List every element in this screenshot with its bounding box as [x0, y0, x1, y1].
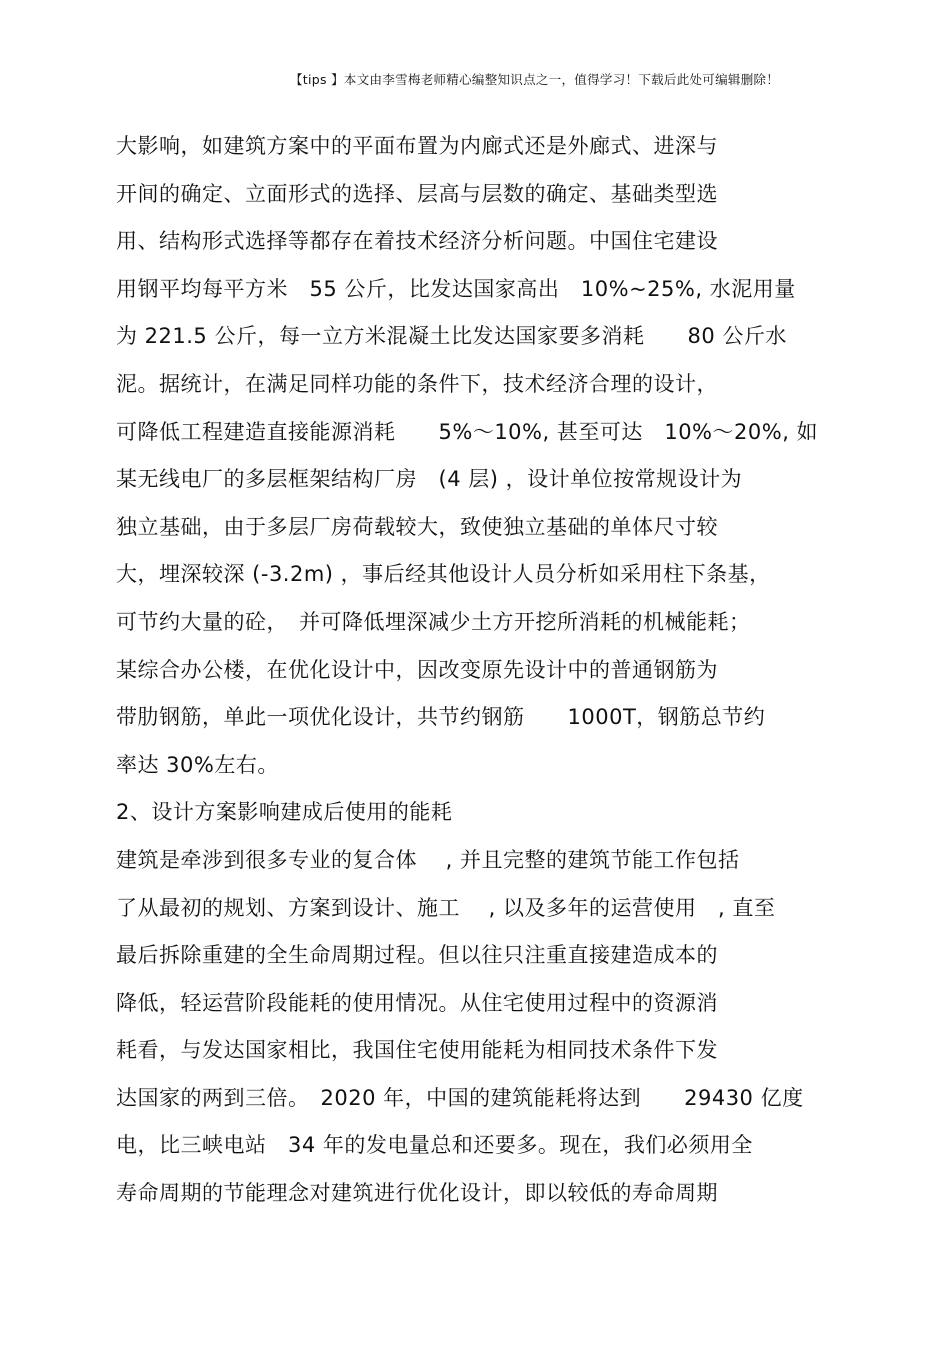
text-line: 带肋钢筋，单此一项优化设计，共节约钢筋 1000T，钢筋总节约 — [116, 705, 766, 730]
text-line: 降低，轻运营阶段能耗的使用情况。从住宅使用过程中的资源消 — [116, 990, 718, 1015]
text-line: 达国家的两到三倍。 2020 年，中国的建筑能耗将达到 29430 亿度 — [116, 1085, 804, 1110]
text-line: 寿命周期的节能理念对建筑进行优化设计，即以较低的寿命周期 — [116, 1181, 718, 1206]
text-line: 大影响，如建筑方案中的平面布置为内廊式还是外廊式、进深与 — [116, 134, 718, 158]
text-line: 为 221.5 公斤，每一立方米混凝土比发达国家要多消耗 80 公斤水 — [116, 324, 787, 349]
text-line: 最后拆除重建的全生命周期过程。但以往只注重直接建造成本的 — [116, 943, 718, 968]
tips-header-note: 【tips 】本文由李雪梅老师精心编整知识点之一，值得学习！下载后此处可编辑删除！ — [290, 72, 780, 87]
text-line: 开间的确定、立面形式的选择、层高与层数的确定、基础类型选 — [116, 181, 718, 206]
text-line: 耗看，与发达国家相比，我国住宅使用能耗为相同技术条件下发 — [116, 1038, 718, 1063]
section-heading: 2、设计方案影响建成后使用的能耗 — [116, 800, 453, 825]
text-line: 某综合办公楼，在优化设计中，因改变原先设计中的普通钢筋为 — [116, 657, 718, 682]
body-text — [116, 128, 846, 1223]
text-line: 了从最初的规划、方案到设计、施工 , 以及多年的运营使用 , 直至 — [116, 895, 776, 920]
text-line: 某无线电厂的多层框架结构厂房 (4 层) ，设计单位按常规设计为 — [116, 467, 743, 492]
text-line: 用、结构形式选择等都存在着技术经济分析问题。中国住宅建设 — [116, 229, 718, 254]
text-line: 建筑是牵涉到很多专业的复合体 , 并且完整的建筑节能工作包括 — [116, 847, 740, 872]
text-line: 泥。据统计，在满足同样功能的条件下，技术经济合理的设计， — [116, 371, 718, 396]
text-line: 用钢平均每平方米 55 公斤，比发达国家高出 10%~25%, 水泥用量 — [116, 276, 796, 301]
text-line: 独立基础，由于多层厂房荷载较大，致使独立基础的单体尺寸较 — [116, 514, 718, 539]
text-line: 率达 30%左右。 — [116, 752, 279, 777]
text-line: 电，比三峡电站 34 年的发电量总和还要多。现在，我们必须用全 — [116, 1133, 753, 1158]
text-line: 可节约大量的砼， 并可降低埋深减少土方开挖所消耗的机械能耗； — [116, 609, 751, 634]
text-line: 大，埋深较深 (-3.2m) ，事后经其他设计人员分析如采用柱下条基， — [116, 562, 771, 587]
text-line: 可降低工程建造直接能源消耗 5%～10%, 甚至可达 10%～20%, 如 — [116, 419, 819, 444]
